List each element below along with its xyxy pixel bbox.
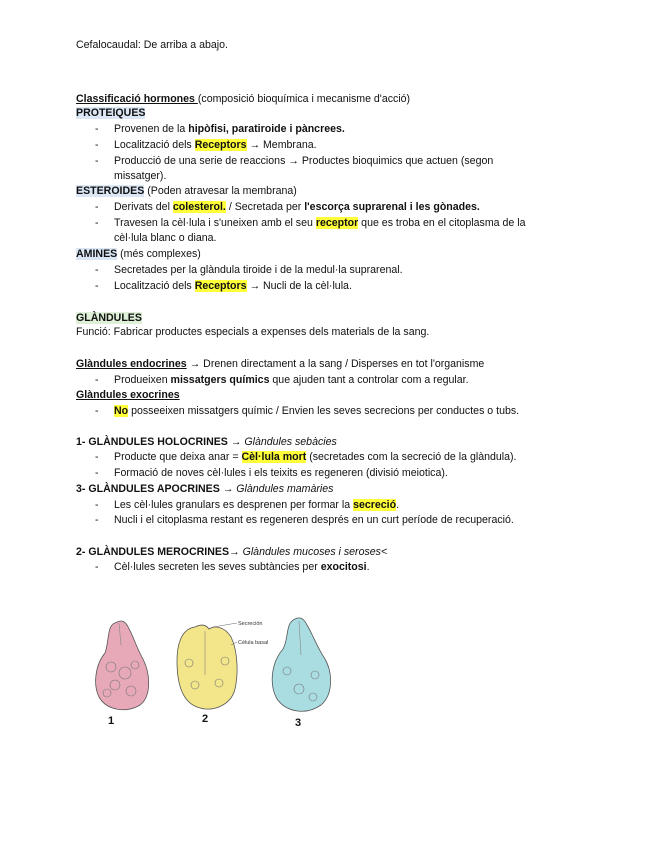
list-item: Secretades per la glàndula tiroide i de la medul·la suprarenal.	[114, 264, 403, 276]
esteroides-heading: ESTEROIDES (Poden atravesar la membrana)	[76, 185, 297, 197]
figure-label-1: 1	[108, 715, 115, 727]
bullet: -	[95, 155, 99, 167]
glandules-heading: GLÀNDULES	[76, 312, 142, 324]
list-item: Localització dels Receptors → Membrana.	[114, 139, 317, 151]
classification-heading: Classificació hormones (composició bioquímica i mecanisme d'acció)	[76, 93, 411, 105]
merocrine-gland-drawing	[177, 621, 268, 709]
intro-text: Cefalocaudal: De arriba a abajo.	[76, 39, 228, 51]
bullet: -	[95, 201, 99, 213]
figure-annotation: Secreción	[238, 621, 263, 627]
list-item: Formació de noves cèl·lules i els teixits es regeneren (divisió meiotica).	[114, 467, 448, 479]
list-item: Provenen de la hipòfisi, paratiroide i pàncrees.	[114, 123, 345, 135]
bullet: -	[95, 264, 99, 276]
glandules-function: Funció: Fabricar productes especials a expenses dels materials de la sang.	[76, 326, 430, 338]
exocrines-heading: Glàndules exocrines	[76, 389, 180, 401]
list-item: Producte que deixa anar = Cèl·lula mort (secretades com la secreció de la glàndula).	[114, 451, 517, 463]
list-item: No posseeixen missatgers químic / Envien les seves secrecions per conductes o tubs.	[114, 405, 520, 417]
endocrines-heading: Glàndules endocrines → Drenen directament a la sang / Disperses en tot l'organisme	[76, 358, 485, 370]
list-item: Nucli i el citoplasma restant es regeneren després en un curt període de recuperació.	[114, 514, 514, 526]
bullet: -	[95, 123, 99, 135]
list-item-cont: cèl·lula blanc o diana.	[114, 232, 217, 244]
gland-types-illustration	[85, 605, 355, 735]
apocrines-heading: 3- GLÀNDULES APOCRINES → Glàndules mamàries	[76, 483, 334, 495]
bullet: -	[95, 451, 99, 463]
list-item: Les cèl·lules granulars es desprenen per formar la secreció.	[114, 499, 400, 511]
bullet: -	[95, 374, 99, 386]
figure-label-2: 2	[202, 713, 209, 725]
holocrine-gland-drawing	[96, 621, 149, 710]
merocrines-heading: 2- GLÀNDULES MEROCRINES→ Glàndules mucoses i seroses<	[76, 546, 388, 558]
list-item-cont: missatger).	[114, 170, 167, 182]
list-item: Travesen la cèl·lula i s'uneixen amb el seu receptor que es troba en el citoplasma de la	[114, 217, 526, 229]
bullet: -	[95, 561, 99, 573]
bullet: -	[95, 280, 99, 292]
bullet: -	[95, 499, 99, 511]
list-item: Derivats del colesterol. / Secretada per l'escorça suprarenal i les gònades.	[114, 201, 480, 213]
list-item: Localització dels Receptors → Nucli de la cèl·lula.	[114, 280, 352, 292]
list-item: Cèl·lules secreten les seves subtàncies per exocitosi.	[114, 561, 370, 573]
bullet: -	[95, 405, 99, 417]
figure-annotation: Célula basal	[238, 640, 269, 646]
bullet: -	[95, 467, 99, 479]
figure-label-3: 3	[295, 717, 302, 729]
list-item: Produeixen missatgers químics que ajuden tant a controlar com a regular.	[114, 374, 469, 386]
proteiques-heading: PROTEIQUES	[76, 107, 146, 119]
bullet: -	[95, 139, 99, 151]
amines-heading: AMINES (més complexes)	[76, 248, 201, 260]
holocrines-heading: 1- GLÀNDULES HOLOCRINES → Glàndules sebàcies	[76, 436, 337, 448]
apocrine-gland-drawing	[272, 618, 330, 711]
list-item: Producció de una serie de reaccions → Productes bioquimics que actuen (segon	[114, 155, 494, 167]
bullet: -	[95, 217, 99, 229]
bullet: -	[95, 514, 99, 526]
